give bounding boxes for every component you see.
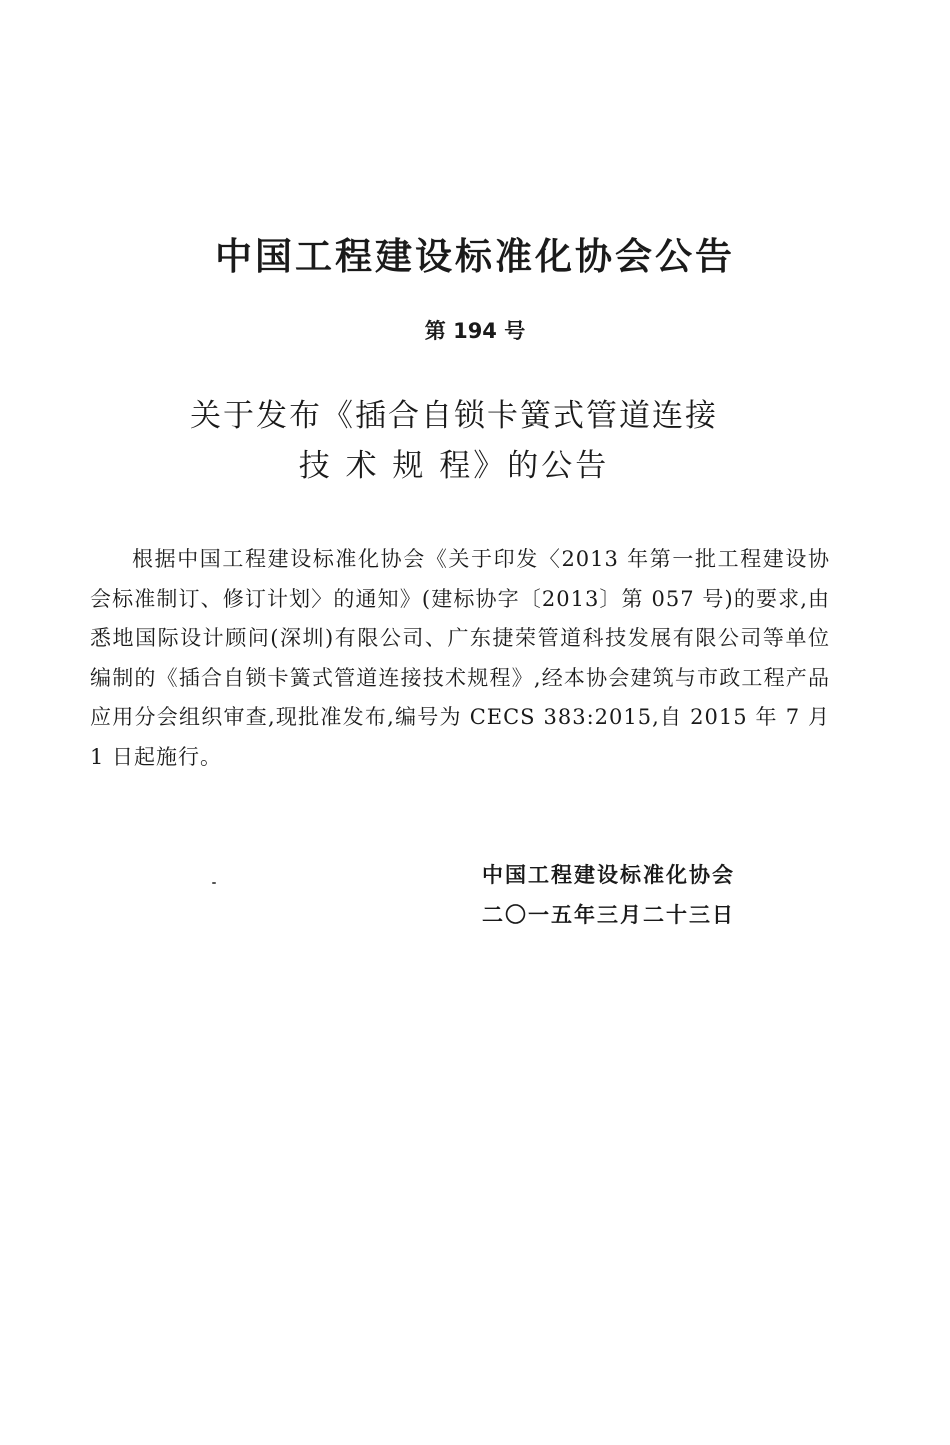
- announcement-subtitle-line2: 技 术 规 程》的公告: [298, 448, 610, 484]
- signature-date: 二〇一五年三月二十三日: [482, 903, 735, 927]
- announcement-number: 第 194 号: [424, 319, 526, 343]
- scan-speck: [212, 882, 216, 884]
- announcement-subtitle-line1: 关于发布《插合自锁卡簧式管道连接: [190, 398, 718, 434]
- announcement-title: 中国工程建设标准化协会公告: [215, 235, 735, 278]
- announcement-body: 根据中国工程建设标准化协会《关于印发〈2013 年第一批工程建设协会标准制订、修订计划〉的通知》(建标协字〔2013〕第 057 号)的要求,由悉地国际设计顾问(深圳)有限公司、广东捷荣管道科技发展有限公司等单位编制的《插合自锁卡簧式管道连接技术规程》,经本协会建筑与市政工程产品应用分会组织审查,现批准发布,编号为 CECS 383:2015,自 2015 年 7 月 1 日起施行。: [90, 547, 830, 769]
- signature-organization: 中国工程建设标准化协会: [482, 863, 735, 887]
